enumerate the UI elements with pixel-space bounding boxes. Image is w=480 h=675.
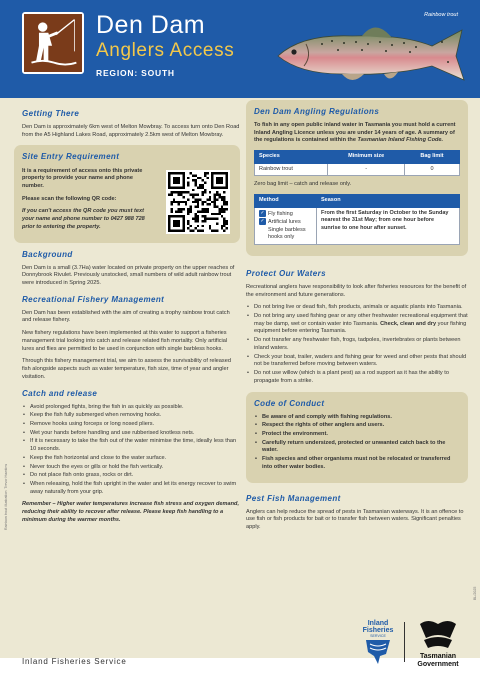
list-item: • Wet your hands before handling and use rubberised knotless nets. [22, 430, 240, 438]
regulations-intro [254, 122, 460, 145]
logo-divider [404, 622, 405, 662]
logo-text: SERVICE [370, 634, 386, 638]
background-section [22, 249, 240, 288]
recreational-heading: Recreational Fishery Management [22, 294, 165, 304]
getting-there-section [22, 108, 240, 139]
document-code: BL/2025 [473, 586, 477, 600]
illustration-credit: Rainbow trout illustration: Trevor Hawkins [4, 463, 8, 530]
site-entry-panel [14, 145, 240, 242]
list-item: • Never touch the eyes or gills or hold the fish vertically. [22, 464, 240, 472]
list-item-tail: your fishing equipment before entering Tasmania. [254, 320, 467, 335]
list-item: • Remove hooks using forceps or long nosed pliers. [22, 421, 240, 429]
table-row [255, 163, 460, 176]
remember-note: Remember – Higher water temperatures increase fish stress and oxygen demand, reducing their ability to recover after release. Please keep fish handling to a minimum during the warmer months. [22, 501, 239, 523]
catch-release-section [22, 388, 240, 525]
recreational-p3: Through this fishery management trial, we aim to assess the survivability of released fish alongside aspects such as water temperature, fish size, time of year and angler visitation. [22, 358, 231, 380]
season-cell: From the first Saturday in October to the Sunday nearest the 31st May; from one hour before sunrise to one hour after sunset. [317, 207, 460, 244]
column-header: Season [317, 195, 460, 208]
lure-icon: ✓ [260, 218, 265, 225]
footer-org-name: Inland Fisheries Service [22, 657, 127, 666]
rainbow-trout-illustration [272, 12, 468, 94]
catch-release-heading: Catch and release [22, 388, 98, 398]
list-item: • Do not use willow (which is a plant pest) as a rod support as it has the ability to propagate from a strike. [246, 370, 468, 385]
zero-bag-note: Zero bag limit – catch and release only. [254, 181, 352, 188]
list-item: • Avoid prolonged fights, bring the fish in as quickly as possible. [22, 404, 240, 412]
list-item-bold: Check, clean and dry [380, 320, 437, 327]
list-item: • Carefully return undersized, protected or unwanted catch back to the water. [254, 440, 460, 455]
list-item: • Check your boat, trailer, waders and fishing gear for weed and other pests that should not be transferred before moving between waters. [246, 354, 468, 369]
conduct-panel [246, 392, 468, 483]
tasmanian-government-logo [410, 618, 466, 670]
logo-text: Inland [367, 620, 389, 627]
logo-text: Tasmanian [419, 653, 457, 660]
table-row [255, 207, 460, 244]
column-header: Minimum size [328, 151, 405, 164]
page-title: Den Dam [96, 11, 206, 39]
list-item: • Protect the environment. [254, 431, 460, 439]
method-item: Fly fishing [268, 210, 293, 217]
header-banner [0, 0, 480, 98]
angler-icon [22, 12, 84, 74]
column-header: Method [255, 195, 317, 208]
pest-section [246, 493, 468, 532]
column-header: Bag limit [405, 151, 460, 164]
right-column [246, 100, 468, 538]
getting-there-text: Den Dam is approximately 6km west of Melton Mowbray. To access turn onto Den Road from the A5 Highland Lakes Road, approximately 2.5km west of Melton Mowbray. [22, 124, 240, 138]
logo-text: Government [417, 661, 459, 668]
page-subtitle: Anglers Access [96, 40, 235, 61]
text-fallback-instruction: If you can't access the QR code you must text your name and phone number to 0427 988 728 prior to entering the property. [22, 208, 145, 230]
table-cell: - [328, 163, 405, 176]
species-table [254, 150, 460, 176]
conduct-heading: Code of Conduct [254, 398, 325, 408]
list-item: • Fish species and other organisms must not be relocated or transferred into other water bodies. [254, 456, 460, 471]
region-label: REGION: SOUTH [96, 68, 175, 78]
protect-heading: Protect Our Waters [246, 268, 326, 278]
regulations-intro-text: To fish in any open public inland water in Tasmania you must hold a current Inland Angling Licence unless you are under 14 years of age. A summary of the regulations is contained within the [254, 122, 456, 144]
getting-there-heading: Getting There [22, 109, 80, 118]
background-text: Den Dam is a small (3.7Ha) water located on private property on the upper reaches of Donnybrook Rivulet. Previously unstocked, small numbers of wild adult rainbow trout were introduced in Spring 2025. [22, 264, 235, 286]
scan-instruction: Please scan the following QR code: [22, 195, 117, 202]
fly-icon: ✓ [260, 209, 265, 216]
table-cell: 0 [405, 163, 460, 176]
list-item: • Be aware of and comply with fishing regulations. [254, 414, 460, 422]
inland-fisheries-logo [356, 618, 400, 666]
image-caption: Rainbow trout [424, 12, 458, 18]
recreational-section [22, 294, 240, 382]
method-item: Single barbless hooks only [268, 226, 306, 241]
logo-text: Fisheries [362, 627, 394, 634]
fishing-code-link[interactable]: Tasmanian Inland Fishing Code. [357, 137, 444, 144]
recreational-p2: New fishery regulations have been implemented at this water to support a fisheries management trial looking into catch and release related fish mortality. Only artificial lures and flies are permitted to be used in conjunction with single barbless hooks. [22, 330, 228, 352]
catch-release-list [22, 404, 240, 497]
method-season-table [254, 194, 460, 245]
pest-text: Anglers can help reduce the spread of pests in Tasmanian waterways. It is an offence to use fish or fish products for bait or to transfer fish between waters. Significant penalties apply. [246, 508, 464, 531]
method-item: Artificial lures [268, 219, 301, 226]
list-item: • Keep the fish fully submerged when removing hooks. [22, 412, 240, 420]
list-item: • Do not bring live or dead fish, fish products, animals or aquatic plants into Tasmania. [246, 304, 468, 312]
list-item: • When releasing, hold the fish upright in the water and let its energy recover to swim away naturally from your grip. [22, 481, 240, 496]
conduct-list [254, 414, 460, 472]
protect-section [246, 268, 468, 386]
left-column [22, 108, 240, 531]
list-item [246, 313, 468, 336]
table-cell: Rainbow trout [255, 163, 328, 176]
qr-code[interactable] [166, 170, 230, 234]
list-item: • If it is necessary to take the fish out of the water minimise the time, ideally less than 10 seconds. [22, 438, 240, 453]
protect-intro: Recreational anglers have responsibility to look after fisheries resources for the benefit of the environment and future generations. [246, 283, 467, 298]
site-entry-heading: Site Entry Requirement [22, 152, 120, 162]
site-entry-requirement: It is a requirement of access onto this private property to provide your name and phone number. [22, 167, 143, 189]
list-item: • Do not transfer any freshwater fish, frogs, tadpoles, invertebrates or plants between inland waters. [246, 337, 468, 352]
list-item-text: Do not bring any used fishing gear or any other freshwater recreational equipment that may be damp, wet or contain water into Tasmania. [254, 313, 468, 327]
list-item: • Respect the rights of other anglers and users. [254, 422, 460, 430]
list-item: • Keep the fish horizontal and close to the water surface. [22, 455, 240, 463]
column-header: Species [255, 151, 328, 164]
background-heading: Background [22, 249, 73, 259]
pest-heading: Pest Fish Management [246, 493, 341, 503]
method-cell [255, 207, 317, 244]
list-item: • Do not place fish onto grass, rocks or dirt. [22, 472, 240, 480]
recreational-p1: Den Dam has been established with the aim of creating a trophy rainbow trout catch and release fishery. [22, 309, 230, 324]
protect-list [246, 304, 468, 385]
regulations-heading: Den Dam Angling Regulations [254, 107, 380, 116]
regulations-panel [246, 100, 468, 256]
